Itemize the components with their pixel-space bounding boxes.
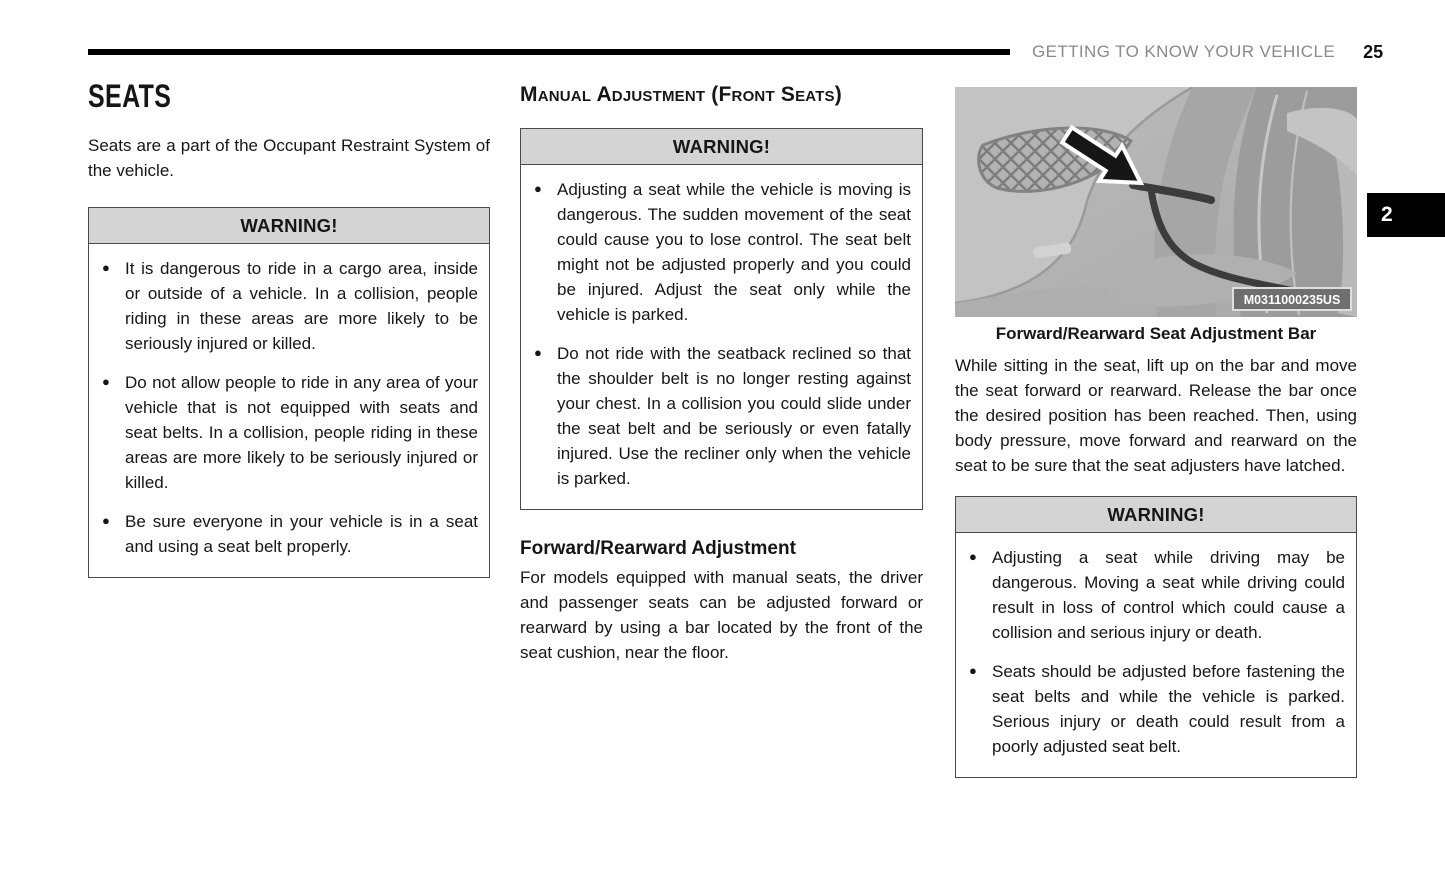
photo-watermark-text: M0311000235US	[1243, 293, 1341, 307]
warning-bullet: ● Do not ride with the seatback reclined so that the shoulder belt is no longer resting against your chest. In a collision you could slide under the seat belt and be seriously or even fatally injured. Use the recliner only when the vehicle is parked.	[528, 342, 911, 492]
warning-box-seats	[88, 207, 490, 578]
figure-body: While sitting in the seat, lift up on the bar and move the seat forward or rearward. Release the bar once the desired position has been reached. Then, using body pressure, move forward and rearward on the seat to be sure that the seat adjusters have latched.	[955, 356, 1357, 475]
warning-bullet: ● It is dangerous to ride in a cargo area, inside or outside of a vehicle. In a collision, people riding in these areas are more likely to be seriously injured or killed.	[96, 257, 478, 357]
warning-bullet: ● Adjusting a seat while the vehicle is moving is dangerous. The sudden movement of the seat could cause you to lose control. The seat belt might not be adjusted properly and you could be injured. Adjust the seat only while the vehicle is parked.	[528, 178, 911, 328]
warning-box-manual-adjustment	[520, 128, 923, 510]
warning-bullet: ● Adjusting a seat while driving may be dangerous. Moving a seat while driving could result in loss of control which could cause a collision and serious injury or death.	[963, 546, 1345, 646]
header-page-number: 25	[1363, 41, 1384, 62]
column-manual-adjustment	[520, 82, 923, 666]
seats-title: SEATS	[88, 78, 172, 114]
chapter-tab-label: 2	[1381, 203, 1393, 226]
warning-title: WARNING!	[521, 129, 922, 165]
warning-bullet: ● Be sure everyone in your vehicle is in a seat and using a seat belt properly.	[96, 510, 478, 560]
warning-bullet: ● Do not allow people to ride in any area of your vehicle that is not equipped with seats and seat belts. In a collision, people riding in these areas are more likely to be seriously injured or killed.	[96, 371, 478, 496]
seat-adjustment-photo	[955, 87, 1357, 317]
warning-bullet: ● Seats should be adjusted before fastening the seat belts and while the vehicle is parked. Serious injury or death could result from a poorly adjusted seat belt.	[963, 660, 1345, 760]
header-section-title: GETTING TO KNOW YOUR VEHICLE	[1032, 42, 1336, 61]
warning-body	[89, 244, 489, 577]
warning-box-adjusting-while-driving	[955, 496, 1357, 778]
forward-rearward-body: For models equipped with manual seats, the driver and passenger seats can be adjusted forward or rearward by using a bar located by the front of the seat cushion, near the floor.	[520, 568, 923, 662]
warning-body	[956, 533, 1356, 777]
warning-title: WARNING!	[956, 497, 1356, 533]
forward-rearward-title: Forward/Rearward Adjustment	[520, 538, 796, 559]
figure-caption: Forward/Rearward Seat Adjustment Bar	[995, 324, 1317, 343]
chapter-tab	[1367, 193, 1445, 237]
column-figure	[955, 87, 1357, 778]
manual-adjustment-title: Manual Adjustment (Front Seats)	[520, 83, 842, 106]
warning-body	[521, 165, 922, 509]
page-header	[88, 38, 1384, 66]
column-seats	[88, 80, 490, 578]
photo-watermark	[1233, 288, 1351, 310]
header-rule	[88, 49, 1010, 55]
warning-title: WARNING!	[89, 208, 489, 244]
seats-intro: Seats are a part of the Occupant Restraint System of the vehicle.	[88, 136, 490, 180]
